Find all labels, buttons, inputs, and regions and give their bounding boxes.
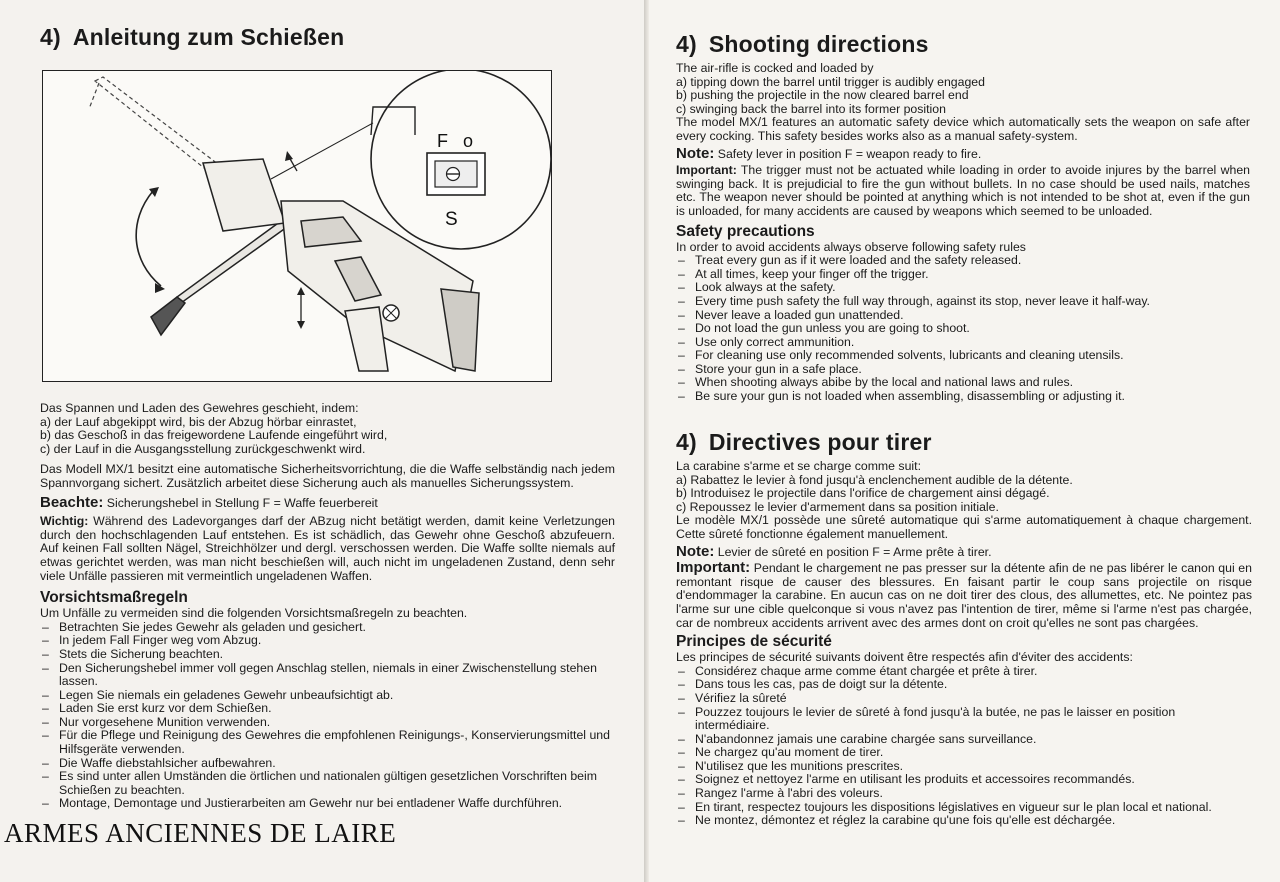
safety-detail-circle [371, 71, 551, 249]
important-label: Important: [676, 163, 737, 178]
model-description: Das Modell MX/1 besitzt eine automatische Sicherheitsvorrichtung, die die Waffe selbständig nach jedem Spannvorgang sichert. Zusätzlich arbeitet diese Sicherung auch als manuelles Sicherungssystem. [40, 462, 615, 490]
safety-list-item: – Es sind unter allen Umständen die örtlichen und nationalen gültigen gesetzlichen Vorschriften beim Schießen zu beachten. [40, 770, 615, 797]
note-text: Levier de sûreté en position F = Arme prête à tirer. [717, 544, 992, 559]
left-body-text [40, 402, 615, 811]
model-description: The model MX/1 features an automatic safety device which automatically sets the weapon on safe after every cocking. This safety besides works also as a manual safety-system. [676, 115, 1250, 143]
safety-label-o: o [463, 131, 474, 151]
safety-list-item: – Dans tous les cas, pas de doigt sur la détente. [676, 678, 1252, 692]
safety-list-item: – Den Sicherungshebel immer voll gegen Anschlag stellen, niemals in einer Zwischenstellung stehen lassen. [40, 662, 615, 689]
safety-list-item: – Laden Sie erst kurz vor dem Schießen. [40, 702, 615, 716]
safety-label-s: S [445, 209, 458, 230]
safety-intro: In order to avoid accidents always observe following safety rules [676, 239, 1026, 254]
important-text: Während des Ladevorganges darf der ABzug nicht betätigt werden, damit keine Verletzungen durch den hochschlagenden Lauf entstehen. Es ist schädlich, das Gewehr ohne Geschoß abzufeuern. Auf keinen Fall sollten Nägel, Streichhölzer und dergl. verschossen werden. Die Waffe sollte niemals auf etwas gerichtet werden, was man nicht beschießen will, auch nicht im ungeladenen Zustand, denn sehr viele Unfälle passieren mit vermeintlich ungeladenen Waffen. [40, 514, 615, 583]
safety-list-item: – Do not load the gun unless you are going to shoot. [676, 322, 1250, 336]
safety-list-item: – Every time push safety the full way through, against its stop, never leave it half-way. [676, 295, 1250, 309]
safety-list-item: – Store your gun in a safe place. [676, 363, 1250, 377]
safety-list-item: – When shooting always abibe by the local and national laws and rules. [676, 376, 1250, 390]
important-paragraph [676, 561, 1252, 630]
important-label: Wichtig: [40, 514, 89, 529]
safety-list-item: – For cleaning use only recommended solvents, lubricants and cleaning utensils. [676, 349, 1250, 363]
heading-text: Directives pour tirer [708, 429, 932, 455]
note-label: Note: [676, 144, 715, 162]
watermark: ARMES ANCIENNES DE LAIRE [4, 818, 397, 848]
safety-list-item: – N'utilisez que les munitions prescrites. [676, 760, 1252, 774]
safety-list-item: – Look always at the safety. [676, 281, 1250, 295]
safety-list-item: – En tirant, respectez toujours les dispositions législatives en vigueur sur le plan local et national. [676, 801, 1252, 815]
safety-intro: Um Unfälle zu vermeiden sind die folgenden Vorsichtsmaßregeln zu beachten. [40, 606, 468, 621]
safety-list-item: – In jedem Fall Finger weg vom Abzug. [40, 634, 615, 648]
safety-list-item: – Ne chargez qu'au moment de tirer. [676, 746, 1252, 760]
safety-list-item: – Rangez l'arme à l'abri des voleurs. [676, 787, 1252, 801]
swing-arrow [136, 191, 161, 286]
safety-list [676, 254, 1250, 404]
loading-step-b: b) pushing the projectile in the now cleared barrel end [676, 88, 969, 103]
safety-list-item: – Betrachten Sie jedes Gewehr als geladen und gesichert. [40, 621, 615, 635]
safety-list-item: – N'abandonnez jamais une carabine chargée sans surveillance. [676, 733, 1252, 747]
safety-list-item: – Never leave a loaded gun unattended. [676, 309, 1250, 323]
heading-text: Shooting directions [708, 31, 929, 57]
loading-intro: Das Spannen und Laden des Gewehres geschieht, indem: [40, 401, 359, 415]
loading-step-c: c) der Lauf in die Ausgangsstellung zurückgeschwenkt wird. [40, 441, 366, 456]
model-description: Le modèle MX/1 possède une sûreté automatique qui s'arme automatiquement à chaque chargement. Cette sûreté fonctionne également manuellement. [676, 513, 1252, 541]
note-line [676, 542, 1252, 560]
important-paragraph [676, 164, 1250, 218]
loading-step-a: a) Rabattez le levier à fond jusqu'à enclenchement audible de la détente. [676, 472, 1073, 487]
loading-step-c: c) swinging back the barrel into its former position [676, 101, 946, 116]
safety-list [40, 621, 615, 811]
rifle-illustration [43, 71, 551, 381]
heading-text: Anleitung zum Schießen [72, 24, 345, 50]
safety-intro: Les principes de sécurité suivants doivent être respectés afin d'éviter des accidents: [676, 650, 1133, 665]
safety-list-item: – Ne montez, démontez et réglez la carabine qu'une fois qu'elle est déchargée. [676, 814, 1252, 828]
left-page-heading [40, 24, 344, 51]
safety-list-item: – Considérez chaque arme comme étant chargée et prête à tirer. [676, 665, 1252, 679]
loading-intro: The air-rifle is cocked and loaded by [676, 61, 874, 75]
safety-list-item: – Die Waffe diebstahlsicher aufbewahren. [40, 757, 615, 771]
important-paragraph [40, 515, 615, 583]
important-text: Pendant le chargement ne pas presser sur la détente afin de ne pas libérer le canon qui en remontant risque de causer des blessures. En faisant partir le coup sans projectile on risque d'endommager la carabine. En aucun cas on ne doit tirer des clous, des allumettes, etc. Ne pointez pas l'arme sur une cible quelconque si vous n'avez pas l'intention de tirer, même si l'arme n'est pas chargée, car de nombreux accidents arrivent avec des armes dont on croit qu'elles ne sont pas chargées. [676, 561, 1252, 630]
note-label: Beachte: [40, 493, 104, 511]
french-body-text [676, 460, 1252, 828]
note-text: Safety lever in position F = weapon ready to fire. [717, 146, 982, 161]
safety-heading: Safety precautions [676, 222, 815, 240]
important-text: The trigger must not be actuated while loading in order to avoide injures by the barrel when swinging back. It is prejudicial to fire the gun without bullets. In no case should be used nails, matches etc. The weapon never should be pointed at anything which is not intended to be shot at, even if the gun is unloaded, for many accidents are caused by weapons which seemed to be unloaded. [676, 163, 1250, 218]
safety-list [676, 665, 1252, 828]
loading-step-c: c) Repoussez le levier d'armement dans sa position initiale. [676, 499, 999, 514]
french-heading [676, 429, 932, 456]
safety-list-item: – Für die Pflege und Reinigung des Gewehres die empfohlenen Reinigungs-, Konservierungsmittel und Hilfsgeräte verwenden. [40, 729, 615, 756]
loading-step-a: a) tipping down the barrel until trigger is audibly engaged [676, 74, 985, 89]
safety-list-item: – Soignez et nettoyez l'arme en utilisant les produits et accessoires recommandés. [676, 773, 1252, 787]
note-text: Sicherungshebel in Stellung F = Waffe feuerbereit [106, 495, 378, 510]
safety-list-item: – Treat every gun as if it were loaded and the safety released. [676, 254, 1250, 268]
right-page [649, 0, 1280, 882]
loading-step-b: b) Introduisez le projectile dans l'orifice de chargement ainsi dégagé. [676, 486, 1050, 501]
english-heading [676, 31, 929, 58]
safety-list-item: – Vérifiez la sûreté [676, 692, 1252, 706]
note-line [40, 493, 615, 511]
safety-list-item: – Montage, Demontage und Justierarbeiten am Gewehr nur bei entladener Waffe durchführen. [40, 797, 615, 811]
loading-step-a: a) der Lauf abgekippt wird, bis der Abzug hörbar einrastet, [40, 414, 357, 429]
safety-list-item: – Pouzzez toujours le levier de sûreté à fond jusqu'à la butée, ne pas le laisser en position intermédiaire. [676, 706, 1252, 733]
safety-list-item: – At all times, keep your finger off the trigger. [676, 268, 1250, 282]
loading-steps [40, 402, 615, 456]
rifle-diagram [42, 70, 552, 382]
safety-list-item: – Legen Sie niemals ein geladenes Gewehr unbeaufsichtigt ab. [40, 689, 615, 703]
important-label: Important: [676, 559, 751, 577]
loading-step-b: b) das Geschoß in das freigewordene Laufende eingeführt wird, [40, 428, 388, 443]
safety-heading: Principes de sécurité [676, 633, 832, 651]
heading-number: 4) [40, 24, 61, 50]
safety-label-f: F [437, 131, 448, 151]
safety-list-item: – Use only correct ammunition. [676, 336, 1250, 350]
heading-number: 4) [676, 429, 697, 455]
safety-list-item: – Be sure your gun is not loaded when assembling, disassembling or adjusting it. [676, 390, 1250, 404]
safety-list-item: – Nur vorgesehene Munition verwenden. [40, 716, 615, 730]
english-body-text [676, 62, 1250, 404]
heading-number: 4) [676, 31, 697, 57]
loading-intro: La carabine s'arme et se charge comme suit: [676, 459, 921, 473]
note-line [676, 144, 1250, 162]
safety-heading: Vorsichtsmaßregeln [40, 589, 188, 607]
barrel-lowered [151, 221, 287, 335]
note-label: Note: [676, 542, 715, 560]
safety-list-item: – Stets die Sicherung beachten. [40, 648, 615, 662]
